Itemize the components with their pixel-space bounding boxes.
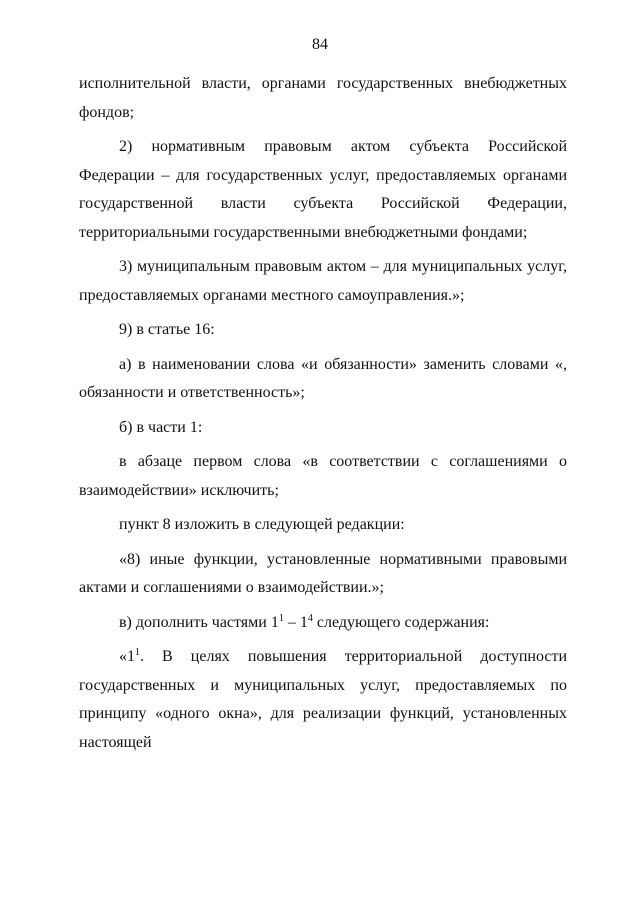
paragraph-point-8-text: «8) иные функции, установленные нормативными правовыми актами и соглашениями о взаимодействии.»; [79, 550, 567, 596]
paragraph-continuation: исполнительной власти, органами государственных внебюджетных фондов; [79, 75, 567, 121]
paragraph-part-1-1 [79, 643, 567, 757]
subitem-v-text-1: в) дополнить частями 1 [119, 613, 279, 631]
paragraph-subitem-v [79, 609, 567, 638]
paragraph-item-3: 3) муниципальным правовым актом – для муниципальных услуг, предоставляемых органами местного самоуправления.»; [79, 258, 567, 304]
part-1-1-text: . В целях повышения территориальной доступности государственных и муниципальных услуг, предоставляемых по принципу «одного окна», для реализации функций, установленных настоящей [79, 648, 567, 751]
superscript-1: 1 [278, 612, 284, 624]
paragraph-point-8: пункт 8 изложить в следующей редакции: [119, 516, 405, 533]
paragraph-first-abzac: в абзаце первом слова «в соответствии с соглашениями о взаимодействии» исключить; [79, 453, 567, 499]
paragraph-item-2: 2) нормативным правовым актом субъекта Российской Федерации – для государственных услуг, предоставляемых органами государственной власти субъекта Российской Федерации, территориальными государственными внебюджетными фондами; [79, 138, 567, 241]
part-1-1-open: «1 [119, 648, 135, 665]
paragraph-subitem-b: б) в части 1: [119, 418, 203, 436]
document-body [79, 70, 567, 763]
subitem-v-text-2: – 1 [283, 613, 308, 631]
superscript-4: 4 [307, 612, 313, 624]
paragraph-article-16: 9) в статье 16: [119, 321, 215, 338]
paragraph-subitem-a: а) в наименовании слова «и обязанности» заменить словами «, обязанности и ответственность»; [79, 355, 567, 401]
page-number: 84 [312, 36, 328, 53]
subitem-v-text-3: следующего содержания: [312, 613, 490, 631]
superscript-part: 1 [135, 647, 140, 658]
